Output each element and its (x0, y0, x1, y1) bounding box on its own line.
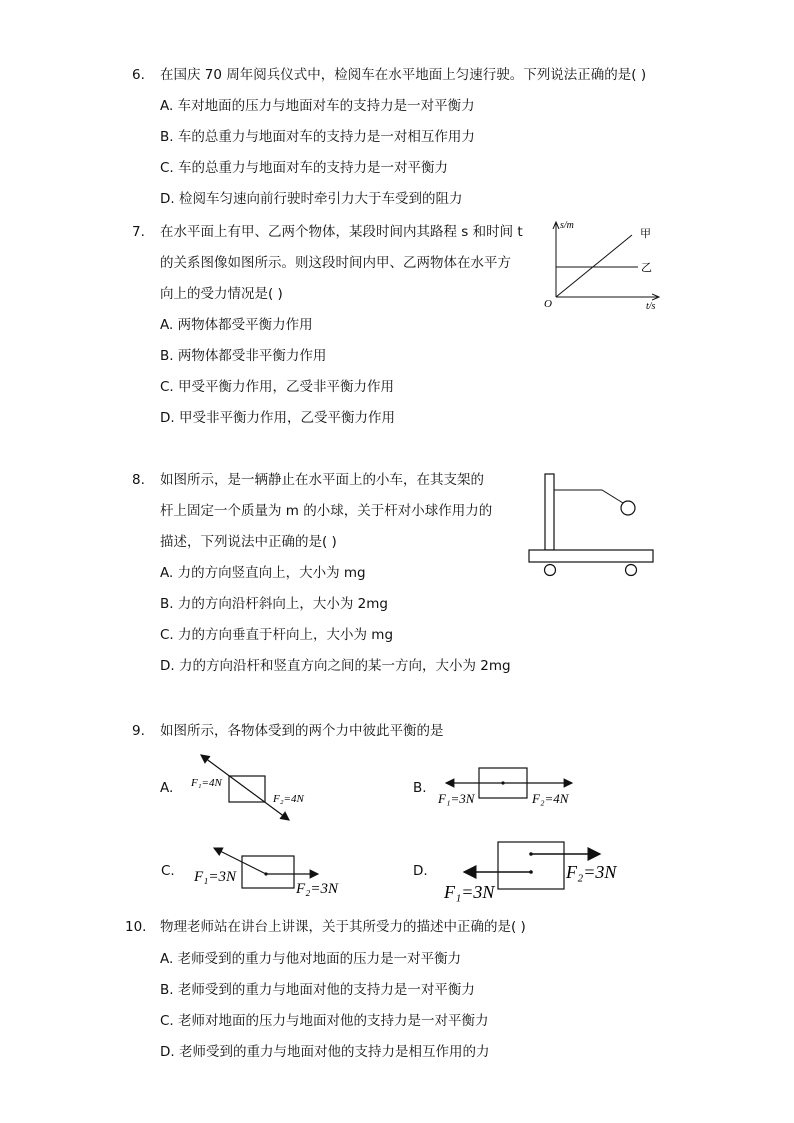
cart-rod (554, 490, 623, 503)
question-7-stem-line-1: 在水平面上有甲、乙两个物体，某段时间内其路程 s 和时间 t (160, 224, 523, 240)
question-8-stem-line-2: 杆上固定一个质量为 m 的小球，关于杆对小球作用力的 (160, 503, 493, 519)
question-6-option-a[interactable]: A. 车对地面的压力与地面对车的支持力是一对平衡力 (160, 98, 475, 114)
question-6-option-d[interactable]: D. 检阅车匀速向前行驶时牵引力大于车受到的阻力 (160, 191, 463, 207)
block-d (498, 842, 564, 889)
force-d-origin-bottom (529, 870, 533, 874)
t-axis-label: t/s (646, 301, 656, 312)
force-figure-c (188, 843, 348, 898)
question-7-stem-line-3: 向上的受力情况是( ) (160, 286, 283, 302)
block-c (242, 856, 294, 888)
cart-base (529, 550, 653, 562)
figure-d-label: D. (413, 863, 428, 879)
cart-wheel-left (545, 565, 556, 576)
force-c-origin (264, 872, 267, 875)
question-9-number: 9. (132, 723, 145, 739)
question-8-option-b[interactable]: B. 力的方向沿杆斜向上，大小为 2mg (160, 596, 388, 612)
force-b-f2-label: F₂=4N (532, 791, 569, 806)
question-7-option-c[interactable]: C. 甲受平衡力作用，乙受非平衡力作用 (160, 379, 395, 395)
cart-support-pole (545, 474, 554, 550)
question-9-stem: 如图所示，各物体受到的两个力中彼此平衡的是 (160, 723, 444, 739)
question-10-option-c[interactable]: C. 老师对地面的压力与地面对他的支持力是一对平衡力 (160, 1013, 489, 1029)
force-figure-a (185, 750, 315, 830)
s-axis-label: s/m (560, 220, 574, 231)
question-8-option-c[interactable]: C. 力的方向垂直于杆向上，大小为 mg (160, 627, 394, 643)
cart-wheel-right (626, 565, 637, 576)
jia-label: 甲 (640, 227, 651, 240)
question-7-number: 7. (132, 224, 145, 240)
question-10-stem: 物理老师站在讲台上讲课，关于其所受力的描述中正确的是( ) (160, 919, 526, 935)
origin-label: O (544, 298, 552, 310)
question-6-stem: 在国庆 70 周年阅兵仪式中，检阅车在水平地面上匀速行驶。下列说法正确的是( ) (160, 67, 647, 83)
question-7-option-a[interactable]: A. 两物体都受平衡力作用 (160, 317, 313, 333)
question-7-stem-line-2: 的关系图像如图所示。则这段时间内甲、乙两物体在水平方 (160, 255, 511, 271)
question-8-stem-line-1: 如图所示，是一辆静止在水平面上的小车，在其支架的 (160, 472, 484, 488)
force-d-origin-top (529, 852, 533, 856)
force-a-f2-label: F₂=4N (273, 793, 304, 805)
question-10-option-b[interactable]: B. 老师受到的重力与地面对他的支持力是一对平衡力 (160, 982, 475, 998)
question-8-option-d[interactable]: D. 力的方向沿杆和竖直方向之间的某一方向，大小为 2mg (160, 658, 511, 674)
ball (621, 501, 635, 515)
question-8-option-a[interactable]: A. 力的方向竖直向上，大小为 mg (160, 565, 366, 581)
question-10-number: 10. (125, 919, 147, 935)
question-8-number: 8. (132, 472, 145, 488)
force-b-f1-label: F₁=3N (438, 791, 475, 806)
figure-b-label: B. (413, 780, 427, 796)
line-jia (556, 235, 632, 297)
force-figure-b (430, 765, 580, 810)
force-c-f2-label: F₂=3N (296, 881, 339, 897)
st-graph-figure (540, 215, 670, 315)
question-7-option-d[interactable]: D. 甲受非平衡力作用，乙受平衡力作用 (160, 410, 395, 426)
figure-a-label: A. (160, 780, 174, 796)
force-d-f1-label: F₁=3N (444, 882, 495, 902)
question-10-option-a[interactable]: A. 老师受到的重力与他对地面的压力是一对平衡力 (160, 951, 462, 967)
force-a-f1-label: F₁=4N (191, 777, 222, 789)
cart-figure (525, 468, 660, 580)
figure-c-label: C. (161, 863, 175, 879)
force-b-origin (501, 781, 504, 784)
question-8-stem-line-3: 描述，下列说法中正确的是( ) (160, 534, 337, 550)
question-6-number: 6. (132, 67, 145, 83)
question-10-option-d[interactable]: D. 老师受到的重力与地面对他的支持力是相互作用的力 (160, 1044, 490, 1060)
force-d-f2-label: F₂=3N (566, 862, 617, 882)
question-7-option-b[interactable]: B. 两物体都受非平衡力作用 (160, 348, 327, 364)
force-c-f1-label: F₁=3N (194, 869, 237, 885)
force-figure-d (440, 838, 630, 903)
question-6-option-b[interactable]: B. 车的总重力与地面对车的支持力是一对相互作用力 (160, 129, 475, 145)
question-6-option-c[interactable]: C. 车的总重力与地面对车的支持力是一对平衡力 (160, 160, 449, 176)
yi-label: 乙 (641, 261, 652, 274)
